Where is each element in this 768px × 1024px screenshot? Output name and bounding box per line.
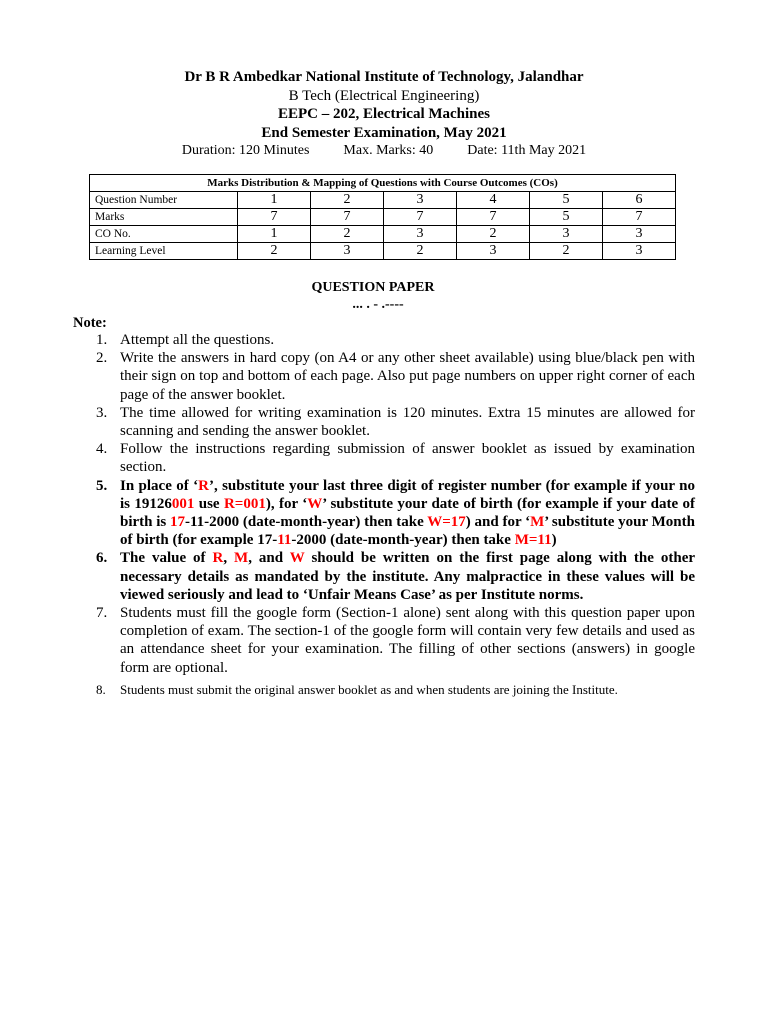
table-row bbox=[90, 226, 676, 243]
highlighted-text: R=001 bbox=[223, 495, 266, 512]
highlighted-text: W=17 bbox=[427, 514, 466, 531]
table-cell: 3 bbox=[457, 243, 530, 260]
table-row bbox=[90, 192, 676, 209]
table-cell: 2 bbox=[311, 226, 384, 243]
table-caption: Marks Distribution & Mapping of Questions with Course Outcomes (COs) bbox=[90, 175, 676, 192]
list-item bbox=[90, 349, 695, 404]
question-paper-subtitle: ... . - .---- bbox=[352, 297, 404, 312]
max-marks-text: Max. Marks: 40 bbox=[343, 143, 434, 158]
duration-text: Duration: 120 Minutes bbox=[181, 143, 310, 158]
list-item bbox=[90, 404, 695, 440]
note-number: 4. bbox=[96, 441, 108, 458]
text-segment: , and bbox=[248, 550, 290, 567]
table-cell: 3 bbox=[530, 226, 603, 243]
list-item bbox=[90, 331, 695, 349]
exam-title: End Semester Examination, May 2021 bbox=[261, 124, 507, 141]
table-cell: 3 bbox=[603, 243, 676, 260]
text-segment: -11-2000 (date-month-year) then take bbox=[185, 514, 428, 531]
table-cell: 3 bbox=[311, 243, 384, 260]
highlighted-text: M bbox=[234, 550, 249, 567]
table-cell: 7 bbox=[384, 209, 457, 226]
table-cell: 5 bbox=[530, 209, 603, 226]
note-number: 6. bbox=[96, 550, 108, 567]
notes-list bbox=[90, 331, 695, 698]
table-cell: 2 bbox=[530, 243, 603, 260]
question-paper-title: QUESTION PAPER bbox=[311, 280, 435, 295]
table-cell: 2 bbox=[238, 243, 311, 260]
note-label: Note: bbox=[73, 315, 107, 331]
highlighted-text: M=11 bbox=[514, 532, 552, 549]
note-text-segments bbox=[120, 550, 695, 602]
note-number: 2. bbox=[96, 350, 108, 367]
list-item bbox=[90, 681, 695, 698]
text-segment: ) and for ‘ bbox=[465, 514, 531, 531]
row-label: Marks bbox=[90, 209, 238, 226]
list-item bbox=[90, 549, 695, 604]
highlighted-text: 11 bbox=[277, 532, 292, 549]
table-cell: 7 bbox=[457, 209, 530, 226]
note-number: 1. bbox=[96, 332, 108, 348]
note-text: Students must fill the google form (Section-1 alone) sent along with this question paper upon completion of exam. The section-1 of the google form will contain very few details and used as an attendance sheet for your examination. The filling of other sections (answers) in google form are optional. bbox=[120, 605, 695, 676]
institute-name: Dr B R Ambedkar National Institute of Technology, Jalandhar bbox=[184, 69, 584, 85]
highlighted-text: W bbox=[289, 550, 305, 567]
list-item bbox=[90, 477, 695, 550]
course-title: EEPC – 202, Electrical Machines bbox=[277, 106, 491, 122]
note-number: 7. bbox=[96, 605, 108, 622]
table-cell: 2 bbox=[311, 192, 384, 209]
marks-distribution-table bbox=[89, 174, 676, 260]
table-row bbox=[90, 243, 676, 260]
note-text: Students must submit the original answer booklet as and when students are joining the Institute. bbox=[120, 681, 618, 697]
row-label: Question Number bbox=[90, 192, 238, 209]
text-segment: ’ substitute your Month of birth (for example 17- bbox=[120, 514, 695, 549]
text-segment: should be written on the first page along with the other necessary details as mandated by the institute. Any malpractice in these values will be viewed seriously and lead to ‘Unfair Means Case’ as per Institute norms. bbox=[120, 550, 696, 603]
text-segment: ), for ‘ bbox=[265, 495, 308, 512]
highlighted-text: W bbox=[307, 495, 323, 512]
note-text: Follow the instructions regarding submission of answer booklet as issued by examination section. bbox=[120, 441, 695, 476]
highlighted-text: 17 bbox=[170, 514, 186, 531]
paper-header bbox=[0, 68, 768, 161]
table-cell: 6 bbox=[603, 192, 676, 209]
note-text: Attempt all the questions. bbox=[120, 332, 275, 348]
table-cell: 3 bbox=[603, 226, 676, 243]
table-cell: 7 bbox=[311, 209, 384, 226]
table-cell: 1 bbox=[238, 192, 311, 209]
highlighted-text: R bbox=[198, 477, 209, 494]
text-segment: ’ substitute your date of birth (for example if your date of birth is bbox=[120, 495, 695, 531]
table-cell: 4 bbox=[457, 192, 530, 209]
highlighted-text: R bbox=[212, 550, 224, 567]
table-cell: 5 bbox=[530, 192, 603, 209]
highlighted-text: M bbox=[530, 514, 545, 531]
table-cell: 2 bbox=[384, 243, 457, 260]
table-row bbox=[90, 209, 676, 226]
table-cell: 3 bbox=[384, 226, 457, 243]
exam-meta-line bbox=[0, 142, 768, 161]
note-text-segments bbox=[120, 478, 695, 549]
text-segment: In place of ‘ bbox=[120, 477, 199, 494]
list-item bbox=[90, 604, 695, 677]
note-number: 8. bbox=[96, 681, 106, 697]
row-label: CO No. bbox=[90, 226, 238, 243]
list-item bbox=[90, 440, 695, 476]
note-number: 5. bbox=[96, 477, 108, 494]
table-cell: 7 bbox=[603, 209, 676, 226]
program-name: B Tech (Electrical Engineering) bbox=[288, 87, 480, 104]
text-segment: -2000 (date-month-year) then take bbox=[291, 532, 515, 549]
table-cell: 2 bbox=[457, 226, 530, 243]
text-segment: ) bbox=[551, 532, 557, 549]
table-cell: 7 bbox=[238, 209, 311, 226]
note-number: 3. bbox=[96, 404, 108, 421]
note-text: The time allowed for writing examination is 120 minutes. Extra 15 minutes are allowed for scanning and sending the answer booklet. bbox=[120, 404, 695, 440]
row-label: Learning Level bbox=[90, 243, 238, 260]
table-caption-row bbox=[90, 175, 676, 192]
text-segment: ’, substitute your last three digit of register number (for example if your no is 19126 bbox=[120, 477, 696, 512]
text-segment: use bbox=[194, 495, 224, 512]
table-cell: 3 bbox=[384, 192, 457, 209]
table-cell: 1 bbox=[238, 226, 311, 243]
text-segment: , bbox=[223, 550, 235, 567]
exam-date-text: Date: 11th May 2021 bbox=[467, 143, 587, 158]
text-segment: The value of bbox=[120, 550, 213, 567]
note-text: Write the answers in hard copy (on A4 or any other sheet available) using blue/black pen with their sign on top and bottom of each page. Also put page numbers on upper right corner of each page of the answer booklet. bbox=[120, 350, 695, 403]
highlighted-text: 001 bbox=[171, 495, 195, 512]
